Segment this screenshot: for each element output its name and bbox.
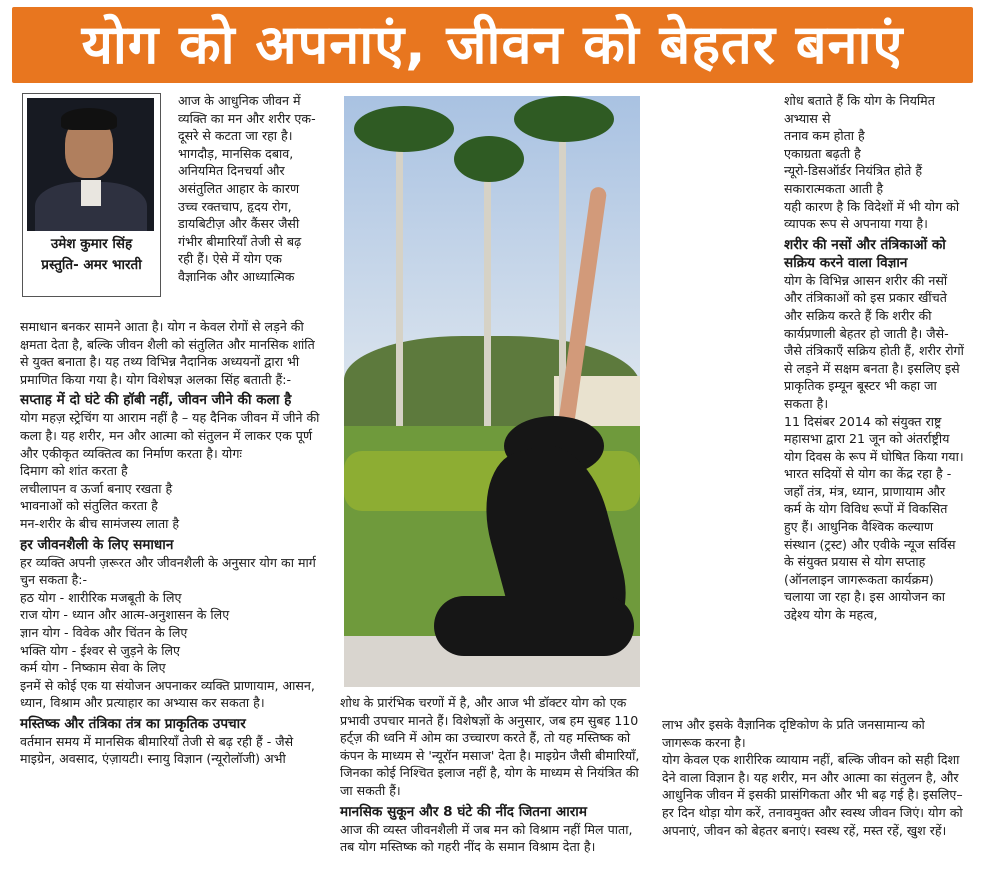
intro-continued: समाधान बनकर सामने आता है। योग न केवल रोगों से लड़ने की क्षमता देता है, बल्कि जीवन शैली को संतुलित और मानसिक शांति से युक्त बनाता है। यह तथ्य विभिन्न नैदानिक अध्ययनों द्वारा भी प्रमाणित किया गया है। योग विशेषज्ञ अलका सिंह बताती हैं:-	[20, 319, 315, 387]
section2-closing: इनमें से कोई एक या संयोजन अपनाकर व्यक्ति प्राणायाम, आसन, ध्यान, विश्राम और प्रत्याहार का अभ्यास कर सकता है।	[20, 677, 315, 711]
list-item: सकारात्मकता आती है	[784, 180, 884, 196]
author-name: उमेश कुमार सिंह	[50, 236, 133, 252]
list-item: हठ योग - शारीरिक मजबूती के लिए	[20, 589, 182, 605]
list-item: तनाव कम होता है	[784, 128, 865, 144]
section2-heading: हर जीवनशैली के लिए समाधान	[20, 536, 174, 553]
list-item: भक्ति योग - ईश्वर से जुड़ने के लिए	[20, 642, 180, 658]
section1-body: योग महज़ स्ट्रेचिंग या आराम नहीं है – यह दैनिक जीवन में जीने की कला है। यह शरीर, मन और आत्मा को संतुलन में लाकर एक पूर्ण और एकीकृत व्यक्तित्व का निर्माण करता है। योगः	[20, 410, 320, 461]
intro-column	[178, 92, 320, 286]
section5-body: योग के विभिन्न आसन शरीर की नसों और तंत्रिकाओं को इस प्रकार खींचते और सक्रिय करते हैं कि शरीर की कार्यप्रणाली बेहतर हो जाती है। जैसे-जैसे तंत्रिकाएँ सक्रिय होती हैं, शरीर रोगों से लड़ने में सक्षम बनता है। इसलिए इसे प्राकृतिक इम्यून बूस्टर भी कहा जा सकता है।	[784, 272, 964, 411]
section4-body: आज की व्यस्त जीवनशैली में जब मन को विश्राम नहीं मिल पाता, तब योग मस्तिष्क को गहरी नींद के समान विश्राम देता है।	[340, 821, 633, 855]
list-item: दिमाग को शांत करता है	[20, 463, 128, 479]
headline-banner	[12, 7, 973, 83]
section5-heading: शरीर की नसों और तंत्रिकाओं को सक्रिय करने वाला विज्ञान	[784, 236, 946, 271]
list-item: एकाग्रता बढ़ती है	[784, 145, 861, 161]
author-credit: प्रस्तुति- अमर भारती	[41, 257, 142, 273]
headline: योग को अपनाएं, जीवन को बेहतर बनाएं	[81, 13, 904, 76]
list-item: लचीलापन व ऊर्जा बनाए रखता है	[20, 480, 173, 496]
column-right-bottom	[662, 716, 964, 839]
list-item: कर्म योग - निष्काम सेवा के लिए	[20, 660, 166, 676]
research-closing: यही कारण है कि विदेशों में भी योग को व्यापक रूप से अपनाया गया है।	[784, 198, 960, 232]
conclusion-paragraph: योग केवल एक शारीरिक व्यायाम नहीं, बल्कि जीवन को सही दिशा देने वाला विज्ञान है। यह शरीर, मन और आत्मा का संतुलन है, और आधुनिक जीवन में इसकी प्रासंगिकता और भी बढ़ गई है। इसलिए–हर दिन थोड़ा योग करें, तनावमुक्त और स्वस्थ जीवन जिएं। योग को अपनाएं, जीवन को बेहतर बनाएं। स्वस्थ रहें, मस्त रहें, खुश रहें।	[662, 752, 963, 838]
section1-heading: सप्ताह में दो घंटे की हॉबी नहीं, जीवन जीने की कला है	[20, 392, 292, 409]
list-item: भावनाओं को संतुलित करता है	[20, 498, 158, 514]
research-lead: शोध बताते हैं कि योग के नियमित अभ्यास से	[784, 93, 935, 126]
list-item: ज्ञान योग - विवेक और चिंतन के लिए	[20, 624, 188, 640]
section3-heading: मस्तिष्क और तंत्रिका तंत्र का प्राकृतिक उपचार	[20, 715, 246, 732]
list-item: न्यूरो-डिसऑर्डर नियंत्रित होते हैं	[784, 163, 923, 179]
list-item: राज योग - ध्यान और आत्म-अनुशासन के लिए	[20, 607, 230, 623]
column-right	[784, 92, 964, 624]
author-box	[22, 93, 161, 297]
history-continued: लाभ और इसके वैज्ञानिक दृष्टिकोण के प्रति जनसामान्य को जागरूक करना है।	[662, 717, 925, 750]
section3-body: वर्तमान समय में मानसिक बीमारियाँ तेजी से बढ़ रही हैं - जैसे माइग्रेन, अवसाद, एंज़ायटी। स्नायु विज्ञान (न्यूरोलॉजी) अभी	[20, 733, 294, 767]
list-item: मन-शरीर के बीच सामंजस्य लाता है	[20, 515, 180, 531]
column-left	[20, 318, 322, 768]
column-center-bottom	[340, 694, 641, 856]
intro-paragraph: आज के आधुनिक जीवन में व्यक्ति का मन और शरीर एक-दूसरे से कटता जा रहा है। भागदौड़, मानसिक दबाव, अनियमित दिनचर्या और असंतुलित आहार के कारण उच्च रक्तचाप, हृदय रोग, डायबिटीज़ और कैंसर जैसी गंभीर बीमारियाँ तेजी से बढ़ रही हैं। ऐसे में योग एक वैज्ञानिक और आध्यात्मिक	[178, 93, 316, 284]
section4-heading: मानसिक सुकून और 8 घंटे की नींद जितना आराम	[340, 803, 587, 820]
yoga-photo	[344, 96, 640, 687]
section2-body: हर व्यक्ति अपनी ज़रूरत और जीवनशैली के अनुसार योग का मार्ग चुन सकता है:-	[20, 554, 316, 588]
author-photo	[27, 98, 154, 231]
history-paragraph: 11 दिसंबर 2014 को संयुक्त राष्ट्र महासभा द्वारा 21 जून को अंतर्राष्ट्रीय योग दिवस के रूप में घोषित किया गया। भारत सदियों से योग का केंद्र रहा है - जहाँ तंत्र, मंत्र, ध्यान, प्राणायाम और कर्म के योग विविध रूपों में विकसित हुए हैं। आधुनिक वैश्विक कल्याण संस्थान (ट्रस्ट) और एवीके न्यूज सर्विस के संयुक्त प्रयास से योग सप्ताह (ऑनलाइन जागरूकता कार्यक्रम) चलाया जा रहा है। इस आयोजन का उद्देश्य योग के महत्व,	[784, 413, 964, 623]
section3-continued: शोध के प्रारंभिक चरणों में है, और आज भी डॉक्टर योग को एक प्रभावी उपचार मानते हैं। विशेषज्ञों के अनुसार, जब हम सुबह 110 हर्ट्ज़ की ध्वनि में ओम का उच्चारण करते हैं, तो यह मस्तिष्क को कंपन के माध्यम से 'न्यूरॉन मसाज' देता है। माइग्रेन जैसी बीमारियाँ, जिनका कोई निश्चित इलाज नहीं है, योग के माध्यम से नियंत्रित की जा सकती हैं।	[340, 695, 640, 798]
